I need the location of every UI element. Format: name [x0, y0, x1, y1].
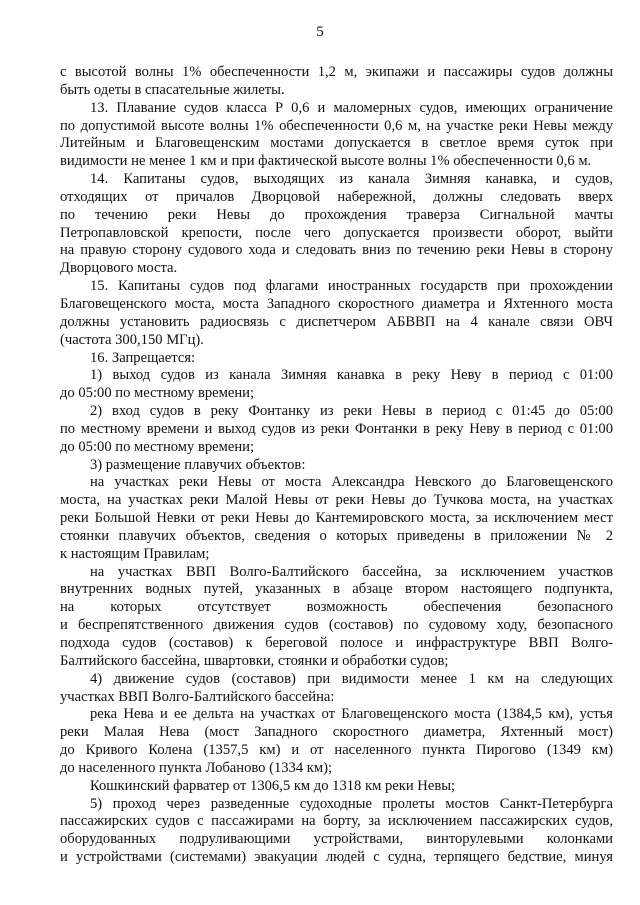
text-line: видимости не менее 1 км и при фактической высоте волны 1% обеспеченности 0,6 м. — [60, 153, 592, 170]
text-line: Благовещенского моста, моста Западного скоростного диаметра и Яхтенного моста — [60, 295, 613, 312]
text-line: 5) проход через разведенные судоходные пролеты мостов Санкт-Петербурга — [90, 795, 613, 812]
text-line: Балтийского бассейна, швартовки, стоянки и обработки судов; — [60, 652, 449, 669]
text-line: участках ВВП Волго-Балтийского бассейна: — [60, 688, 335, 705]
text-line: реки Большой Невки от реки Невы до Кантемировского моста, за исключением мест — [60, 510, 613, 527]
text-line: быть одеты в спасательные жилеты. — [60, 81, 285, 98]
text-line: стоянки плавучих объектов, сведения о которых приведены в приложении № 2 — [60, 527, 613, 544]
text-line: по течению реки Невы до прохождения траверза Сигнальной мачты — [60, 206, 613, 223]
text-line: (частота 300,150 МГц). — [60, 331, 204, 348]
text-line: отходящих от причалов Дворцовой набережной, должны следовать вверх — [60, 188, 613, 205]
text-line: оборудованных подруливающими устройствами, винторулевыми колонками — [60, 831, 613, 848]
page-number: 5 — [316, 24, 324, 40]
text-line: должны установить радиосвязь с диспетчером АБВВП на 4 канале связи ОВЧ — [60, 313, 613, 330]
text-line: пассажирских судов с пассажирами на борту, за исключением пассажирских судов, — [60, 813, 613, 830]
document-body — [60, 64, 613, 867]
text-line: 13. Плавание судов класса Р 0,6 и маломерных судов, имеющих ограничение — [90, 99, 613, 116]
text-line: до 05:00 по местному времени; — [60, 385, 255, 402]
text-line: и беспрепятственного движения судов (составов) по судовому ходу, безопасного — [60, 617, 613, 634]
text-line: и устройствами (системами) эвакуации людей с судна, терпящего бедствие, минуя — [60, 849, 613, 866]
text-line: с высотой волны 1% обеспеченности 1,2 м, экипажи и пассажиры судов должны — [60, 64, 613, 80]
text-line: Петропавловской крепости, после чего допускается произвести оборот, выйти — [60, 224, 613, 241]
text-line: на которых отсутствует возможность обеспечения безопасного — [60, 599, 613, 616]
text-line: до 05:00 по местному времени; — [60, 438, 255, 455]
text-line: моста, на участках реки Малой Невы от реки Невы до Тучкова моста, на участках — [60, 492, 613, 509]
text-line: по допустимой высоте волны 1% обеспеченности 0,6 м, на участке реки Невы между — [60, 117, 613, 134]
text-line: 4) движение судов (составов) при видимости менее 1 км на следующих — [90, 670, 613, 687]
text-line: 3) размещение плавучих объектов: — [90, 456, 306, 473]
text-line: к настоящим Правилам; — [60, 545, 210, 562]
text-line: 14. Капитаны судов, выходящих из канала Зимняя канавка, и судов, — [90, 171, 613, 188]
text-line: до Кривого Колена (1357,5 км) и от населенного пункта Пирогово (1349 км) — [60, 742, 613, 759]
text-line: на участках ВВП Волго-Балтийского бассейна, за исключением участков — [90, 563, 613, 580]
text-line: река Нева и ее дельта на участках от Благовещенского моста (1384,5 км), устья — [90, 706, 613, 723]
text-line: по местному времени и выход судов из реки Фонтанки в реку Неву в период с 01:00 — [60, 420, 613, 437]
text-line: внутренних водных путей, указанных в абзаце втором настоящего подпункта, — [60, 581, 613, 598]
text-line: реки Малая Нева (мост Западного скоростного диаметра, Яхтенный мост) — [60, 724, 613, 741]
text-line: Литейным и Благовещенским мостами допускается в светлое время суток при — [60, 135, 613, 152]
text-line: 16. Запрещается: — [90, 349, 196, 366]
text-line: Дворцового моста. — [60, 260, 178, 277]
text-line: на правую сторону судового хода и следовать вниз по течению реки Невы в сторону — [60, 242, 613, 259]
text-line: на участках реки Невы от моста Александра Невского до Благовещенского — [90, 474, 613, 491]
text-line: до населенного пункта Лобаново (1334 км); — [60, 759, 333, 776]
text-line: 2) вход судов в реку Фонтанку из реки Невы в период с 01:45 до 05:00 — [90, 403, 613, 420]
text-line: подхода судов (составов) к береговой полосе и инфраструктуре ВВП Волго- — [60, 635, 613, 651]
text-line: Кошкинский фарватер от 1306,5 км до 1318 км реки Невы; — [90, 777, 456, 794]
text-line: 1) выход судов из канала Зимняя канавка в реку Неву в период с 01:00 — [90, 367, 613, 384]
text-line: 15. Капитаны судов под флагами иностранных государств при прохождении — [90, 278, 613, 295]
